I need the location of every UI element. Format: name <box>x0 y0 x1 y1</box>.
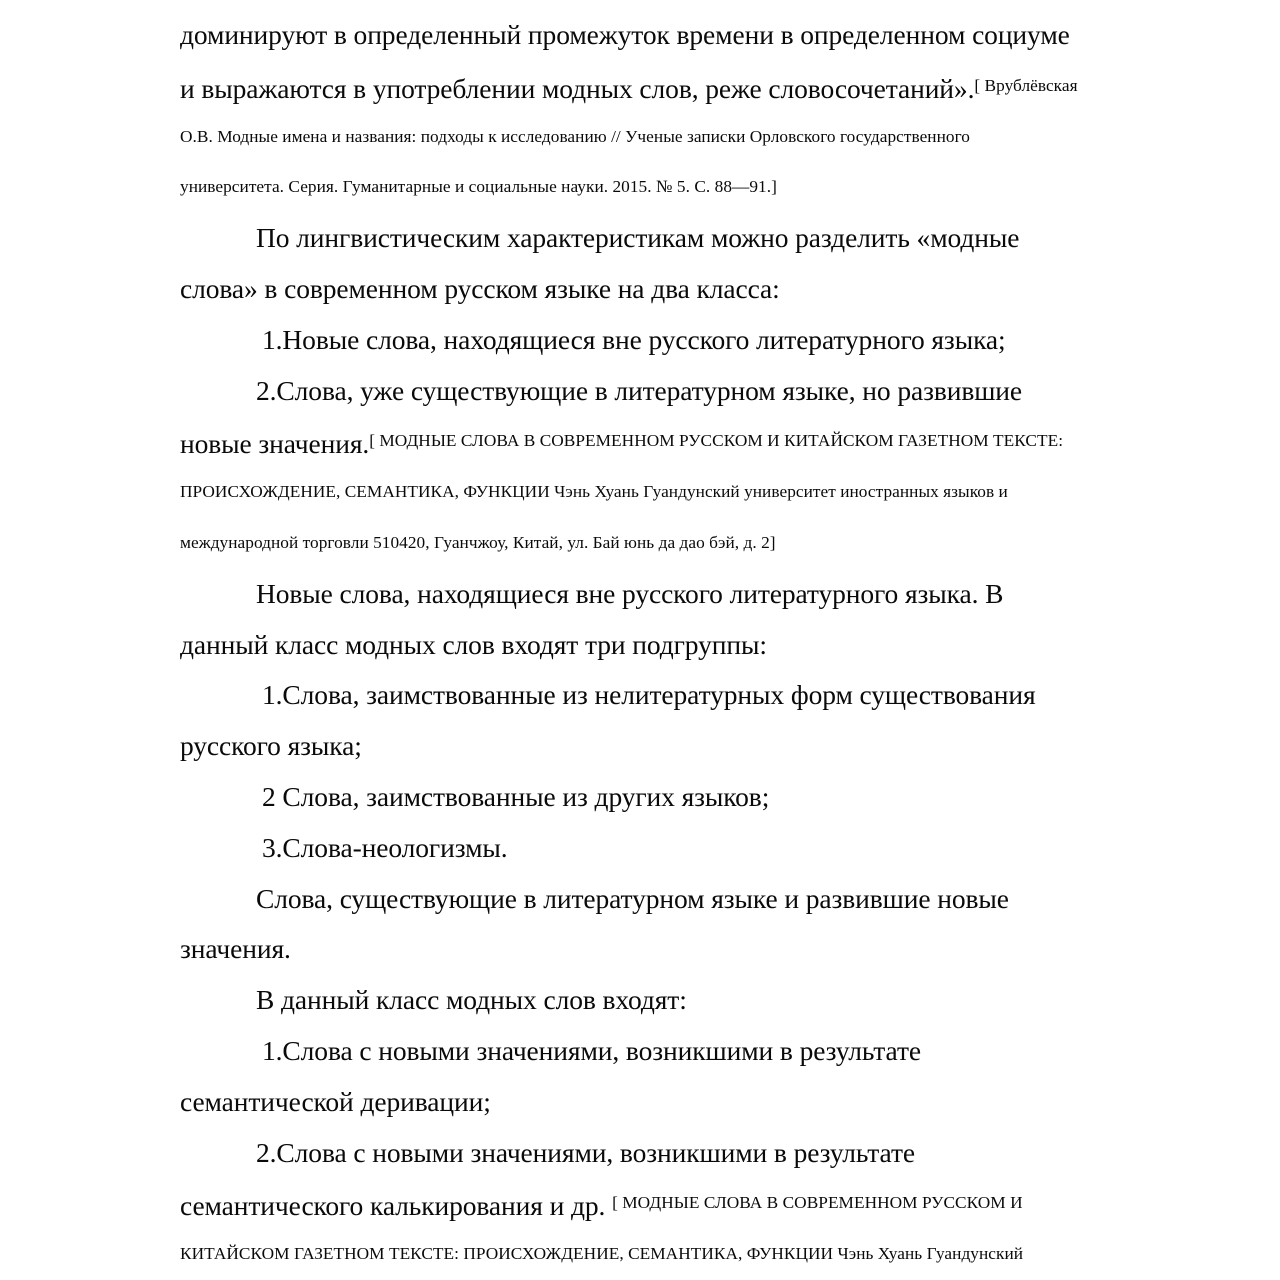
text-line <box>180 1077 1170 1128</box>
text-line <box>180 213 1170 264</box>
text-line <box>180 416 1170 467</box>
text-line <box>180 61 1170 112</box>
line-text: слова» в современном русском языке на два класса: <box>180 272 780 304</box>
line-text: 2.Слова, уже существующие в литературном языке, но развившие <box>256 374 1023 406</box>
line-text: новые значения. <box>180 428 370 460</box>
text-line <box>180 620 1170 671</box>
footnote-line <box>180 1229 1170 1280</box>
line-text: 2 Слова, заимствованные из других языков; <box>262 780 770 812</box>
line-text: ПРОИСХОЖДЕНИЕ, СЕМАНТИКА, ФУНКЦИИ Чэнь Хуань Гуандунский университет иностранных языков и <box>180 482 1008 502</box>
line-text: КИТАЙСКОМ ГАЗЕТНОМ ТЕКСТЕ: ПРОИСХОЖДЕНИЕ, СЕМАНТИКА, ФУНКЦИИ Чэнь Хуань Гуандунский <box>180 1244 1024 1264</box>
list-item-line <box>180 772 1170 823</box>
footnote-line <box>180 467 1170 518</box>
text-line <box>180 569 1170 620</box>
line-text: В данный класс модных слов входят: <box>256 984 687 1016</box>
line-text: 1.Новые слова, находящиеся вне русского литературного языка; <box>262 323 1006 355</box>
text-line <box>180 10 1170 61</box>
line-text: семантического калькирования и др. <box>180 1190 613 1222</box>
list-item-line <box>180 366 1170 417</box>
list-item-line <box>180 823 1170 874</box>
text-line <box>180 1178 1170 1229</box>
line-text: 3.Слова-неологизмы. <box>262 831 508 863</box>
document-text-body <box>180 10 1170 1280</box>
line-text: университета. Серия. Гуманитарные и социальные науки. 2015. № 5. С. 88—91.] <box>180 177 777 197</box>
line-text: и выражаются в употреблении модных слов, реже словосочетаний». <box>180 72 975 104</box>
line-text: Новые слова, находящиеся вне русского литературного языка. В <box>256 577 1004 609</box>
line-text: семантической деривации; <box>180 1085 491 1117</box>
text-line <box>180 924 1170 975</box>
text-line <box>180 975 1170 1026</box>
footnote-reference: [ МОДНЫЕ СЛОВА В СОВРЕМЕННОМ РУССКОМ И <box>612 1193 1023 1213</box>
list-item-line <box>180 315 1170 366</box>
footnote-line <box>180 162 1170 213</box>
footnote-line <box>180 112 1170 163</box>
line-text: данный класс модных слов входят три подгруппы: <box>180 628 767 660</box>
line-text: 1.Слова с новыми значениями, возникшими в результате <box>262 1034 921 1066</box>
line-text: значения. <box>180 933 291 965</box>
text-line <box>180 264 1170 315</box>
line-text: международной торговли 510420, Гуанчжоу, Китай, ул. Бай юнь да дао бэй, д. 2] <box>180 532 776 552</box>
line-text: 2.Слова с новыми значениями, возникшими в результате <box>256 1136 915 1168</box>
text-line <box>180 874 1170 925</box>
footnote-line <box>180 518 1170 569</box>
line-text: 1.Слова, заимствованные из нелитературных форм существования <box>262 679 1036 711</box>
footnote-reference: [ Врублёвская <box>974 75 1078 95</box>
line-text: Слова, существующие в литературном языке и развившие новые <box>256 882 1009 914</box>
list-item-line <box>180 1128 1170 1179</box>
text-line <box>180 721 1170 772</box>
line-text: По лингвистическим характеристикам можно разделить «модные <box>256 222 1020 254</box>
list-item-line <box>180 670 1170 721</box>
line-text: доминируют в определенный промежуток времени в определенном социуме <box>180 19 1070 50</box>
line-text: О.В. Модные имена и названия: подходы к исследованию // Ученые записки Орловского государственного <box>180 126 970 146</box>
footnote-reference: [ МОДНЫЕ СЛОВА В СОВРЕМЕННОМ РУССКОМ И КИТАЙСКОМ ГАЗЕТНОМ ТЕКСТЕ: <box>369 431 1064 451</box>
list-item-line <box>180 1026 1170 1077</box>
line-text: русского языка; <box>180 730 362 762</box>
